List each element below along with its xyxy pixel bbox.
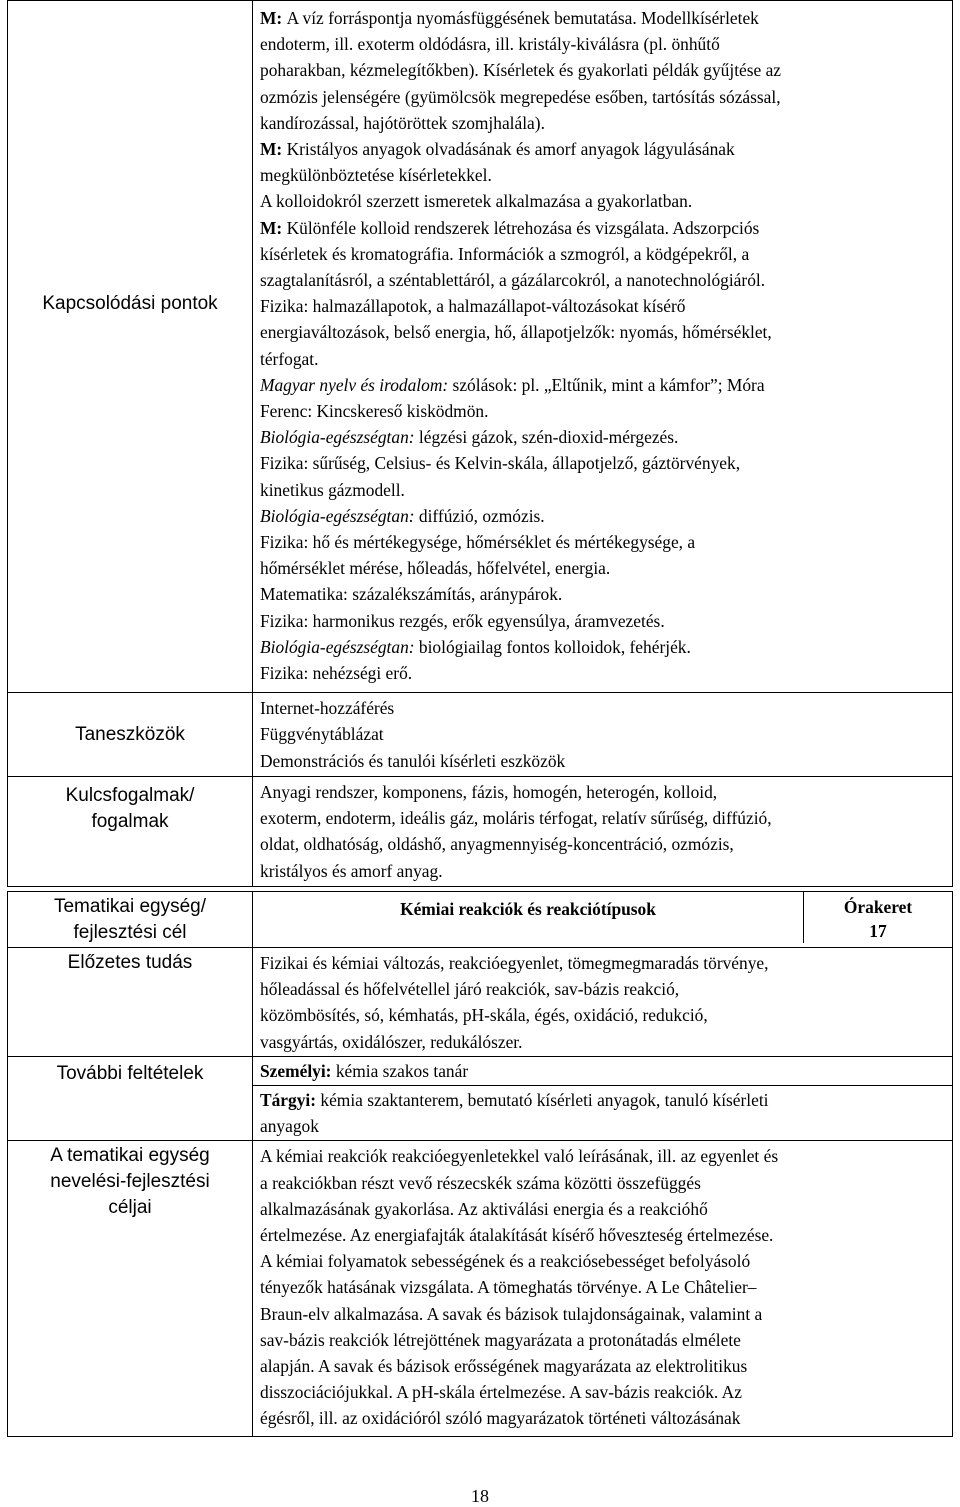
text-run: hőmérséklet mérése, hőleadás, hőfelvétel, energia.: [260, 558, 611, 579]
row-content-kapcsolodasi: [253, 1, 953, 693]
text-line: [260, 503, 948, 529]
text-run: Tárgyi:: [260, 1090, 317, 1111]
text-run: poharakban, kézmelegítőkben). Kísérletek és gyakorlati példák gyűjtése az: [260, 60, 782, 81]
text-run: értelmezése. Az energiafajták átalakítását kísérő hőveszteség értelmezése.: [260, 1225, 774, 1246]
text-run: Braun-elv alkalmazása. A savak és bázisok tulajdonságainak, valamint a: [260, 1303, 763, 1324]
text-run: Ferenc: Kincskereső kisködmön.: [260, 401, 489, 422]
text-line: [260, 215, 948, 241]
text-run: Személyi:: [260, 1060, 332, 1081]
text-line: [260, 555, 948, 581]
row-label-elozetes: [8, 948, 253, 1057]
row-label-celjai: [8, 1141, 253, 1436]
text-run: A kémiai reakciók reakcióegyenletekkel való leírásának, ill. az egyenlet és: [260, 1146, 779, 1167]
row-content-celjai: [253, 1141, 953, 1436]
text-run: szólások: pl. „Eltűnik, mint a kámfor”; Móra: [448, 374, 765, 395]
text-run: anyagok: [260, 1116, 319, 1137]
text-run: Fizika: harmonikus rezgés, erők egyensúlya, áramvezetés.: [260, 610, 665, 631]
text-run: Anyagi rendszer, komponens, fázis, homogén, heterogén, kolloid,: [260, 781, 718, 802]
text-line: [260, 581, 948, 607]
text-line: [260, 57, 948, 83]
text-run: hőleadással és hőfelvétellel járó reakciók, sav-bázis reakció,: [260, 979, 680, 1000]
text-line: [260, 950, 948, 976]
text-line: [260, 84, 948, 110]
text-run: diffúzió, ozmózis.: [414, 505, 545, 526]
text-run: Biológia-egészségtan:: [260, 427, 415, 448]
text-line: [260, 346, 948, 372]
table-row: [8, 1056, 953, 1085]
celjai-text: [260, 1143, 948, 1431]
text-run: tényezők hatásának vizsgálata. A tömeghatás törvénye. A Le Châtelier–: [260, 1277, 757, 1298]
text-line: [260, 267, 948, 293]
text-run: Biológia-egészségtan:: [260, 505, 415, 526]
text-run: kémia szaktanterem, bemutató kísérleti anyagok, tanuló kísérleti: [316, 1090, 769, 1111]
table-row: [8, 948, 953, 1057]
kulcsfogalmak-label-line2: fogalmak: [91, 810, 169, 832]
text-line: [260, 398, 948, 424]
text-line: [260, 372, 948, 398]
text-run: égésről, ill. az oxidációról szóló magyarázatok történeti változásának: [260, 1408, 741, 1429]
text-run: sav-bázis reakciók létrejöttének magyarázata a protonátadás elmélete: [260, 1329, 741, 1350]
text-run: ozmózis jelenségére (gyümölcsök megrepedése esőben, tartósítás sózással,: [260, 86, 781, 107]
elozetes-label: Előzetes tudás: [67, 952, 193, 973]
text-run: energiaváltozások, belső energia, hő, állapotjelzők: nyomás, hőmérséklet,: [260, 322, 772, 343]
text-line: [260, 858, 948, 884]
text-run: Fizika: hő és mértékegysége, hőmérséklet és mértékegysége, a: [260, 532, 696, 553]
text-run: vasgyártás, oxidálószer, redukálószer.: [260, 1031, 523, 1052]
page-number: 18: [471, 1486, 489, 1506]
text-run: Függvénytáblázat: [260, 724, 384, 745]
text-line: [260, 529, 948, 555]
text-line: [260, 1058, 948, 1084]
text-line: [260, 1113, 948, 1139]
text-run: kinetikus gázmodell.: [260, 479, 405, 500]
text-run: alapján. A savak és bázisok erősségének magyarázata az elektrolitikus: [260, 1356, 748, 1377]
kulcsfogalmak-text: [260, 779, 948, 884]
text-line: [260, 805, 948, 831]
text-line: [260, 1405, 948, 1431]
text-line: [260, 1170, 948, 1196]
text-line: [260, 136, 948, 162]
text-line: [260, 477, 948, 503]
row-content-kulcsfogalmak: [253, 776, 953, 886]
text-line: [260, 831, 948, 857]
text-line: [260, 608, 948, 634]
text-run: M:: [260, 217, 287, 238]
text-run: endoterm, ill. exoterm oldódásra, ill. kristály-kiválásra (pl. önhűtő: [260, 34, 720, 55]
kapcsolodasi-label: Kapcsolódási pontok: [42, 293, 218, 314]
text-run: légzési gázok, szén-dioxid-mérgezés.: [414, 427, 679, 448]
text-run: Különféle kolloid rendszerek létrehozása és vizsgálata. Adszorpciós: [286, 217, 760, 238]
text-line: [260, 1274, 948, 1300]
text-line: [260, 721, 948, 747]
text-run: M:: [260, 139, 287, 160]
celjai-label-line1: A tematikai egység: [50, 1145, 210, 1167]
text-run: térfogat.: [260, 348, 319, 369]
text-run: kísérletek és kromatográfia. Információk a szmogról, a ködgépekről, a: [260, 243, 750, 264]
text-line: [260, 1087, 948, 1113]
text-line: [260, 1327, 948, 1353]
text-line: [260, 241, 948, 267]
celjai-label-line2: nevelési-fejlesztési: [50, 1171, 210, 1193]
text-line: [260, 1353, 948, 1379]
tematikai-label-line2: fejlesztési cél: [73, 922, 187, 943]
table-row: [8, 1141, 953, 1436]
text-run: Matematika: százalékszámítás, aránypárok.: [260, 584, 563, 605]
text-run: Kristályos anyagok olvadásának és amorf anyagok lágyulásának: [286, 139, 735, 160]
text-run: a reakciókban részt vevő részecskék száma közötti összefüggés: [260, 1172, 701, 1193]
table-row: [8, 1, 953, 693]
table-row: [8, 693, 953, 777]
text-run: M:: [260, 8, 287, 28]
text-run: Demonstrációs és tanulói kísérleti eszközök: [260, 750, 566, 771]
table-row: [8, 776, 953, 886]
row-content-targyi: [253, 1086, 953, 1141]
text-line: [260, 5, 948, 31]
row-content-szemelyi: [253, 1056, 953, 1085]
text-run: Magyar nyelv és irodalom:: [260, 374, 449, 395]
text-run: A kémiai folyamatok sebességének és a reakciósebességet befolyásoló: [260, 1251, 751, 1272]
row-label-kapcsolodasi: [8, 1, 253, 693]
text-run: kristályos és amorf anyag.: [260, 860, 443, 881]
text-run: szagtalanításról, a széntablettáról, a gázálarcokról, a nanotechnológiáról.: [260, 270, 766, 291]
row-content-title: [253, 892, 953, 948]
text-line: [260, 31, 948, 57]
orakeret-box: [803, 892, 952, 943]
orakeret-value: 17: [869, 921, 887, 941]
text-line: [260, 1196, 948, 1222]
taneszkozok-text: [260, 695, 948, 774]
text-line: [260, 424, 948, 450]
text-run: alkalmazásának gyakorlása. Az aktiválási energia és a reakcióhő: [260, 1198, 708, 1219]
activities-text: [260, 5, 948, 293]
text-run: Fizika: sűrűség, Celsius- és Kelvin-skála, állapotjelző, gáztörvények,: [260, 453, 741, 474]
text-run: oldat, oldhatóság, oldáshő, anyagmennyiség-koncentráció, ozmózis,: [260, 834, 734, 855]
curriculum-table-top: [7, 0, 953, 887]
text-line: [260, 1248, 948, 1274]
elozetes-text: [260, 950, 948, 1055]
text-run: A víz forráspontja nyomásfüggésének bemutatása. Modellkísérletek: [286, 8, 759, 28]
unit-title: Kémiai reakciók és reakciótípusok: [400, 899, 656, 919]
text-line: [260, 162, 948, 188]
text-line: [260, 1379, 948, 1405]
text-line: [260, 1301, 948, 1327]
table-row: [8, 892, 953, 948]
row-label-tematikai: [8, 892, 253, 948]
text-line: [260, 1222, 948, 1248]
text-line: [260, 450, 948, 476]
text-line: [260, 634, 948, 660]
taneszkozok-label: Taneszközök: [75, 723, 185, 745]
row-label-kulcsfogalmak: [8, 776, 253, 886]
text-line: [260, 1143, 948, 1169]
row-content-elozetes: [253, 948, 953, 1057]
text-line: [260, 748, 948, 774]
text-line: [260, 188, 948, 214]
text-run: A kolloidokról szerzett ismeretek alkalmazása a gyakorlatban.: [260, 191, 693, 212]
kulcsfogalmak-label-line1: Kulcsfogalmak/: [65, 784, 195, 806]
text-line: [260, 779, 948, 805]
kapcsolodasi-text: [260, 293, 948, 686]
text-run: kandírozással, hajótöröttek szomjhalála).: [260, 112, 545, 133]
text-line: [260, 293, 948, 319]
text-run: Fizika: halmazállapotok, a halmazállapot-változásokat kísérő: [260, 296, 686, 317]
celjai-label-line3: céljai: [108, 1197, 152, 1219]
row-label-tovabbi: [8, 1056, 253, 1141]
text-line: [260, 1029, 948, 1055]
curriculum-table-bottom: [7, 891, 953, 1437]
row-label-taneszkozok: [8, 693, 253, 777]
text-run: Fizikai és kémiai változás, reakcióegyenlet, tömegmegmaradás törvénye,: [260, 953, 769, 973]
text-run: Fizika: nehézségi erő.: [260, 663, 413, 684]
text-run: exoterm, endoterm, ideális gáz, moláris térfogat, relatív sűrűség, diffúzió,: [260, 808, 772, 829]
text-run: Internet-hozzáférés: [260, 698, 395, 719]
text-line: [260, 976, 948, 1002]
text-run: megkülönböztetése kísérletekkel.: [260, 165, 492, 186]
text-run: kémia szakos tanár: [331, 1060, 469, 1081]
text-line: [260, 1002, 948, 1028]
text-run: disszociációjukkal. A pH-skála értelmezése. A sav-bázis reakciók. Az: [260, 1382, 742, 1403]
text-run: biológiailag fontos kolloidok, fehérjék.: [414, 636, 691, 657]
szemelyi-text: [260, 1058, 948, 1084]
text-line: [260, 660, 948, 686]
targyi-text: [260, 1087, 948, 1139]
text-line: [260, 319, 948, 345]
text-line: [260, 110, 948, 136]
tovabbi-label: További feltételek: [56, 1062, 204, 1084]
text-run: közömbösítés, só, kémhatás, pH-skála, égés, oxidáció, redukció,: [260, 1005, 708, 1026]
tematikai-label-line1: Tematikai egység/: [53, 896, 207, 917]
row-content-taneszkozok: [253, 693, 953, 777]
text-run: Biológia-egészségtan:: [260, 636, 415, 657]
text-line: [260, 695, 948, 721]
orakeret-label: Órakeret: [843, 897, 913, 917]
